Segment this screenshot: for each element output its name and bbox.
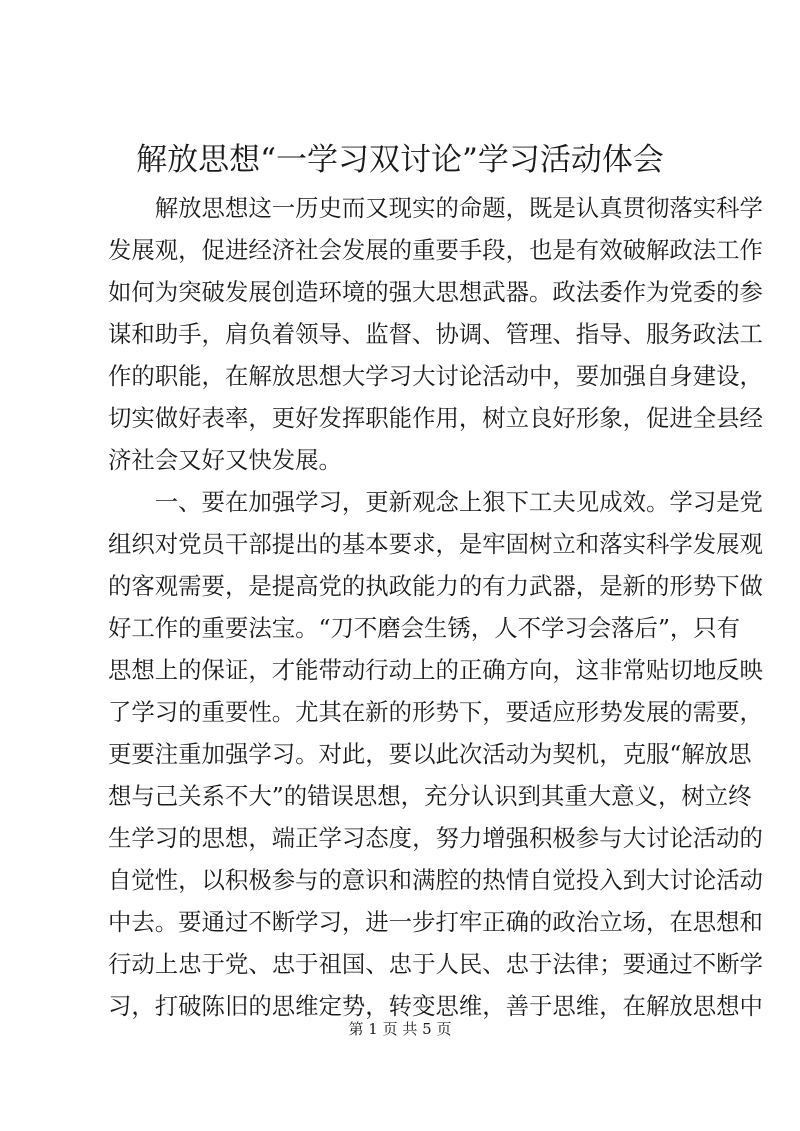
page-footer: 第 1 页 共 5 页 bbox=[348, 1020, 452, 1038]
text-line: 行动上忠于党、忠于祖国、忠于人民、忠于法律；要通过不断学 bbox=[108, 950, 763, 978]
text-line: 想与己关系不大”的错误思想，充分认识到其重大意义，树立终 bbox=[108, 782, 752, 810]
text-line: 谋和助手，肩负着领导、监督、协调、管理、指导、服务政法工 bbox=[108, 320, 763, 348]
text-line: 作的职能，在解放思想大学习大讨论活动中，要加强自身建设， bbox=[108, 362, 763, 390]
text-line: 了学习的重要性。尤其在新的形势下，要适应形势发展的需要， bbox=[108, 698, 763, 726]
text-line: 如何为突破发展创造环境的强大思想武器。政法委作为党委的参 bbox=[108, 278, 763, 306]
text-line: 思想上的保证，才能带动行动上的正确方向，这非常贴切地反映 bbox=[108, 656, 763, 684]
body-text bbox=[108, 187, 763, 1027]
text-line: 解放思想这一历史而又现实的命题，既是认真贯彻落实科学 bbox=[108, 194, 763, 222]
text-line: 发展观，促进经济社会发展的重要手段，也是有效破解政法工作 bbox=[108, 236, 763, 264]
text-line: 自觉性，以积极参与的意识和满腔的热情自觉投入到大讨论活动 bbox=[108, 866, 763, 894]
text-line: 切实做好表率，更好发挥职能作用，树立良好形象，促进全县经 bbox=[108, 404, 763, 432]
text-line: 组织对党员干部提出的基本要求，是牢固树立和落实科学发展观 bbox=[108, 530, 763, 558]
text-line: 更要注重加强学习。对此，要以此次活动为契机，克服“解放思 bbox=[108, 740, 752, 768]
text-line: 好工作的重要法宝。“刀不磨会生锈，人不学习会落后”，只有 bbox=[108, 614, 741, 642]
text-line: 习，打破陈旧的思维定势，转变思维，善于思维，在解放思想中 bbox=[108, 992, 763, 1020]
text-line: 的客观需要，是提高党的执政能力的有力武器，是新的形势下做 bbox=[108, 572, 763, 600]
text-line: 生学习的思想，端正学习态度，努力增强积极参与大讨论活动的 bbox=[108, 824, 763, 852]
text-line: 中去。要通过不断学习，进一步打牢正确的政治立场，在思想和 bbox=[108, 908, 763, 936]
text-line: 一、要在加强学习，更新观念上狠下工夫见成效。学习是党 bbox=[108, 488, 763, 516]
text-line: 济社会又好又快发展。 bbox=[108, 446, 342, 474]
page-title: 解放思想“一学习双讨论”学习活动体会 bbox=[136, 142, 664, 178]
